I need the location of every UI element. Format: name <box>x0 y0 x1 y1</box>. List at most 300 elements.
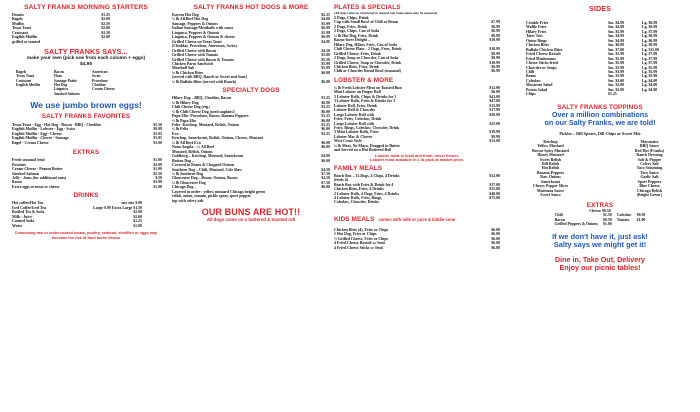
side-large-price: Lg. $6.99 <box>642 21 658 25</box>
side-small-price: Sm. $2.00 <box>608 87 625 92</box>
item-name: Hilary Dog – BBQ, Cheddar, Bacon <box>172 96 232 101</box>
item-name: Chili Cheese Dog (reg.) <box>172 105 211 110</box>
topping-item: Red Hot (Franks) <box>634 148 665 153</box>
extras-sides-title: EXTRAS <box>586 201 614 209</box>
side-name: Buffalo Chicken Bites <box>526 47 563 52</box>
item-name: Grilled Cheese on Texas Toast <box>172 39 222 44</box>
specialty-list <box>172 96 330 203</box>
topping-item: Mayonaise <box>640 139 659 144</box>
item-price: Large $.99 Extra Large $1.50 <box>93 205 142 210</box>
item-price: $3.99 <box>153 180 162 185</box>
item-name: Grilled Cheese with Tomato <box>172 53 219 58</box>
side-large-price <box>642 92 676 96</box>
item-name: relish, onion, tomato, pickle spear, sport pepper, <box>172 194 252 199</box>
item-name: 3 Mini Lobster Rolls, Fries <box>334 130 379 135</box>
item-name: ¼ lb Meat, No Mayo, Dragged in Butter <box>334 143 401 148</box>
item-name: 4 Lobster Rolls, Fries, Rings, <box>334 195 383 200</box>
item-price: $10.99 <box>489 60 500 65</box>
favorites-title: SALTY FRANKS FAVORITES <box>41 112 131 120</box>
topping-item: Sweet Relish <box>539 157 562 162</box>
says-option: Croissant <box>16 78 32 83</box>
item-price: $15.99 <box>489 103 500 108</box>
topping-item: Banana Peppers <box>536 170 565 175</box>
side-large-price: Lg. $7.99 <box>642 52 658 57</box>
item-name: ¼ lb Chicken Bites <box>172 70 204 75</box>
side-small-price: Sm. $5.99 <box>608 52 625 57</box>
side-name: Fried Cheese Ravioli <box>526 52 561 57</box>
item-price: $7.50 <box>321 171 330 176</box>
side-small-price: Sm. $4.99 <box>608 25 625 30</box>
topping-item: Raw Onions <box>540 175 561 180</box>
item-name: (feeds 4) <box>334 178 348 183</box>
item-name: 3 Lobster Rolls, Fries & Drinks for 3 <box>334 99 396 104</box>
item-name: top with celery salt. <box>172 198 205 203</box>
item-price: $6.99 <box>491 29 500 34</box>
side-small-price: Sm. $7.00 <box>608 47 625 52</box>
hotdog-list <box>172 13 330 84</box>
side-item <box>526 92 676 96</box>
side-large-price: Lg. $5.99 <box>642 74 658 79</box>
item-price: $5.50 <box>153 122 162 127</box>
side-small-price: Sm. $3.99 <box>608 74 625 79</box>
item-price: $1.00 <box>133 223 142 228</box>
item-price: $3.25 <box>321 114 330 119</box>
kids-subtitle: comes with milk or juice & kiddie cone <box>378 216 456 222</box>
side-small-price: Sm. $4.99 <box>608 34 625 39</box>
side-name: Chowder or Soups <box>526 65 557 70</box>
item-price: $3.95 <box>153 131 162 136</box>
item-price: $1.00 <box>153 158 162 163</box>
item-name: English Muffin - Lobster - Egg - Swiss <box>12 127 76 132</box>
says-option: Provolone <box>92 78 108 83</box>
item-name: Muffin <box>12 21 24 26</box>
item-name: Coleslaw, Chowder, Drinks <box>334 200 380 205</box>
item-price: $6.00 <box>321 100 330 105</box>
item-name: ¼ lb Southern Dog <box>172 171 204 176</box>
item-name: Fries, Fries, Coleslaw, Drink <box>334 117 382 122</box>
side-name: Waffle Fries <box>526 25 547 30</box>
buns-title: OUR BUNS ARE HOT!! <box>201 207 301 218</box>
item-name: Beach Box – 12 Dogs, 4 Chips, 4 Drinks <box>334 173 400 178</box>
item-price: $6.00 <box>491 90 500 95</box>
side-large-price: Lg. $6.99 <box>642 34 658 39</box>
family-title: FAMILY MEALS <box>334 164 383 172</box>
item-price: $3.25 <box>321 131 330 136</box>
extra-side-cell: $1.50 <box>602 213 612 218</box>
column-sides <box>504 4 696 410</box>
item-name: Sausage, Peppers & Onions <box>172 21 218 26</box>
toppings-grid <box>504 140 696 198</box>
item-price: $8.99 <box>491 56 500 61</box>
item-name: Nana Angela – ¼ All Beef <box>172 145 215 150</box>
lobster-title: LOBSTER & MORE <box>334 76 394 84</box>
says-option: Sausage Pattie <box>54 78 77 83</box>
side-large-price: Lg. $11.00 <box>642 47 659 52</box>
column-morning <box>4 4 168 410</box>
says-option: Bacon <box>54 70 64 75</box>
item-name: 2 Lobster Rolls, 4 Dogs, Fries, 4 Drinks <box>334 191 399 196</box>
item-name: Kayem Hot Dog <box>172 13 199 17</box>
item-price: $6.00 <box>491 245 500 250</box>
item-name: West Coast Style <box>334 139 362 144</box>
side-name: Potato Salad <box>526 87 548 92</box>
says-option <box>130 92 168 96</box>
item-name: Chicken Bites, Fries, Drink <box>334 64 380 69</box>
item-price: $2.50 <box>101 30 110 35</box>
topping-item: Blue Cheese <box>639 184 660 189</box>
item-price: $10.99 <box>489 47 500 52</box>
lobster-list <box>334 86 500 153</box>
item-price: $4.00 <box>321 39 330 44</box>
extra-side-cell: Grilled Peppers & Onions <box>554 222 598 227</box>
item-price: one size $.99 <box>121 201 142 206</box>
item-name: ¼ lb Hilary Dog <box>172 100 199 105</box>
item-name: Boston Dog – <box>172 158 195 163</box>
item-price: $8.99 <box>491 51 500 56</box>
item-price: $3.00 <box>153 140 162 145</box>
item-price: $6.00 <box>321 70 330 75</box>
toppings-line-1: Over a million combinations <box>551 109 649 119</box>
item-price: $4.00 <box>321 154 330 159</box>
item-price: $12.00 <box>489 85 500 90</box>
toppings-line-2: on our Salty Franks, we are told! <box>544 117 656 127</box>
toppings-title: SALTY FRANKS TOPPINGS <box>557 103 643 111</box>
side-name: Fried Mushrooms <box>526 56 556 61</box>
extra-side-cell: Chili <box>554 213 563 218</box>
item-price: $6.00 <box>321 140 330 145</box>
topping-item: Marinara Sauce <box>537 188 564 193</box>
item-price: $19.99 <box>489 130 500 135</box>
item-name: ¼ lb Hot Dog, Fries, Drink <box>334 33 379 38</box>
topping-item: Dill Relish <box>541 161 560 166</box>
item-price: $4.50 <box>321 167 330 172</box>
item-name: English Muffin - Cheese - Sausage <box>12 136 69 141</box>
item-name: Chili or Chowder Bread Bowl (seasonal) <box>334 69 401 74</box>
topping-item: Cherry Pepper Slices <box>532 184 569 189</box>
item-name: Felix- Ketchup, Mustard, Relish, Onions <box>172 122 240 127</box>
item-name: Goldberg – Ketchup, Mustard, Sauerkraut <box>172 154 244 159</box>
item-price: $6.00 <box>491 241 500 246</box>
side-large-price: Lg. $5.99 <box>642 69 658 74</box>
item-name: Croissant <box>12 30 28 35</box>
extra-item <box>12 185 162 189</box>
side-large-price: Lg. $9.99 <box>642 43 658 48</box>
sides-list <box>526 21 676 97</box>
item-name: Eva – <box>172 131 182 136</box>
item-price: $2.50 <box>153 171 162 176</box>
says-price: $4.95 <box>79 61 92 67</box>
item-price: $2.50 <box>101 21 110 26</box>
toppings-pickles: Pickles – Dill Spears, Dill Chips or Sweet Mix <box>559 130 641 136</box>
says-option: American <box>92 70 108 75</box>
item-name: Linguica, Peppers & Onions & cheese <box>172 35 235 40</box>
item-name: Layered in order : yellow mustard Chicago bright green <box>172 189 266 194</box>
item-name: Texas Toast - Egg - Hot Dog - Bacon - BBQ - Cheddar <box>12 122 102 127</box>
topping-item: Salt & Pepper <box>637 157 662 162</box>
side-small-price: Sm. $4.99 <box>608 21 625 25</box>
item-name: 4 Fried Cheese Ravioli w/ fruit <box>334 241 385 246</box>
says-option <box>16 92 54 96</box>
kids-title: KIDS MEALS <box>334 215 375 223</box>
item-name: Large Lobster Roll with <box>334 112 375 117</box>
item-name: and Served on a Hot Buttered Roll <box>334 148 392 153</box>
topping-item: (Bright Green ) <box>636 193 663 198</box>
says-option: Smoked Salmon <box>54 91 80 96</box>
item-price: $6.00 <box>491 232 500 237</box>
food-warning: Consuming raw or undercooked meats, poultry, seafood, shellfish or eggs may increase the risk of food borne illness <box>14 231 158 240</box>
side-large-price: Lg. $6.99 <box>642 25 658 30</box>
item-price: $4.50 <box>321 176 330 181</box>
item-price: $7.99 <box>491 20 500 25</box>
column-plates <box>334 4 500 410</box>
item-name: Chicago Dog – <box>172 185 197 190</box>
item-name: Jelly - Jams (for additional ones) <box>12 176 67 181</box>
says-option: English Muffin <box>16 83 40 88</box>
item-name: ¼ lb Chili Cheese Dog (need napkins!) <box>172 109 236 114</box>
item-name: Linguica, Peppers & Onions <box>172 30 220 35</box>
item-name: English Muffin <box>12 35 38 40</box>
item-name: Iced Coffee/Iced Tea <box>12 205 46 210</box>
toppings-right-list <box>603 140 696 198</box>
item-price: $6.00 <box>321 79 330 84</box>
item-price: $6.00 <box>321 118 330 123</box>
item-name: ¼ lb Fresh Lobster Meat on Toasted Bun <box>334 85 402 90</box>
side-large-price: Lg. $4.00 <box>642 83 658 88</box>
item-name: Southern Dog – Chili, Mustard, Cole Slaw <box>172 167 243 172</box>
says-instructions: make your own (pick one from each column + eggs) <box>26 56 146 62</box>
item-price: $8.99 <box>491 33 500 38</box>
side-large-price: Lg. $7.99 <box>642 29 658 34</box>
item-price: $35.00 <box>489 187 500 192</box>
side-name: Cheese Sticks-fried <box>526 61 558 66</box>
column-hot-dogs <box>172 4 330 410</box>
topping-item: Celery Salt <box>640 161 659 166</box>
favorite-item <box>12 141 162 145</box>
extra-side-cell: $0.50 <box>602 217 612 222</box>
item-name: grilled or toasted <box>12 39 41 44</box>
item-price: $2.25 <box>321 13 330 17</box>
specialty-item <box>172 199 330 203</box>
item-name: 2 Dogs, Chips, Can of Soda <box>334 29 380 34</box>
says-option: Bagels <box>16 70 27 75</box>
topping-item: Hot Relish <box>541 166 560 171</box>
item-name: Bacon-lover Delight – <box>334 38 371 43</box>
family-item <box>334 200 500 204</box>
side-name: Chili <box>526 69 535 74</box>
says-option <box>92 92 130 96</box>
item-name: Gloucester Dog – Beans, Onions, Bacon <box>172 176 238 181</box>
item-price: $3.95 <box>153 136 162 141</box>
side-name: Chips <box>526 92 536 97</box>
item-name: Covered in Beans & Chopped Onions <box>172 163 235 168</box>
item-name: Cream Cheese - Peanut Butter <box>12 167 63 172</box>
item-price: $1.00 <box>153 184 162 189</box>
item-name: Bagels <box>12 17 23 22</box>
says-option: Cheddar <box>92 83 106 88</box>
item-price: $6.99 <box>321 26 330 31</box>
side-small-price: Sm. $5.99 <box>608 61 625 66</box>
item-price: $4.50 <box>321 48 330 53</box>
item-price: $32.00 <box>489 173 500 178</box>
side-large-price: Lg. $4.00 <box>642 87 658 92</box>
sides-title: SIDES <box>588 4 612 13</box>
item-price: $40.00 <box>489 191 500 196</box>
topping-item: Taco Seasoning <box>636 166 663 171</box>
item-price: $2.00 <box>101 17 110 22</box>
drinks-list <box>12 201 142 228</box>
morning-title: SALTY FRANKS MORNING STARTERS <box>24 4 148 11</box>
item-price: $1.25 <box>133 219 142 224</box>
extras-title: EXTRAS <box>72 149 100 157</box>
extra-side-cell: Bacon <box>554 217 565 222</box>
item-name: Mini Lobster on Finger Roll <box>334 90 381 95</box>
item-name: Grilled Cheese, Soup or Chowder, Drink <box>334 60 402 65</box>
item-name: 1 Hot Dog, Fries or Chips <box>334 232 377 237</box>
item-name: Lobster Roll, Fries, Drink <box>334 103 378 108</box>
item-price: $6.00 <box>491 236 500 241</box>
kids-item <box>334 246 500 250</box>
item-price: $9.99 <box>153 127 162 132</box>
topping-item: BBQ Sauce <box>640 144 659 149</box>
side-name: Hilary Fries <box>526 29 547 34</box>
topping-item: Brown Spicy Mustard <box>532 148 569 153</box>
item-name: Smoked Salmon <box>12 171 39 176</box>
item-name: Canned Soda <box>12 219 35 224</box>
extra-side-cell <box>617 222 632 227</box>
item-name: (Cheddar, Provolone, American, Swiss) <box>172 44 237 49</box>
topping-item: Garlic Salt <box>640 175 659 180</box>
picnic-note: Enjoy our picnic tables! <box>559 263 641 273</box>
item-price: $2.00 <box>101 26 110 31</box>
says-option: Swiss <box>92 74 101 79</box>
item-price: $5.00 <box>321 53 330 58</box>
item-price: $5.99 <box>321 66 330 71</box>
item-name: Meatball Sub <box>172 66 195 71</box>
side-large-price: Lg. $4.00 <box>642 78 658 83</box>
topping-item: Honey Mustard <box>537 153 564 158</box>
item-price: $47.00 <box>489 99 500 104</box>
item-price: $2.00 <box>101 35 110 40</box>
side-name: Crinkle Fries <box>526 21 549 25</box>
item-price: $75.00 <box>489 195 500 200</box>
item-price: $10.99 <box>489 38 500 43</box>
item-price: $6.00 <box>321 158 330 163</box>
item-name: Chili Cheese Plate – 2 Dogs, Fries, Drink <box>334 47 402 52</box>
item-name: Texas Toast <box>12 26 32 31</box>
item-price: $6.00 <box>491 227 500 232</box>
side-small-price: Sm. $6.00 <box>608 43 625 48</box>
says-option: Hot Dog <box>54 83 68 88</box>
side-name: Macaroni Salad <box>526 83 553 88</box>
item-price: $2.00 <box>133 210 142 215</box>
drinks-title: DRINKS <box>73 192 99 200</box>
hotdogs-title: SALTY FRANKS HOT DOGS & MORE <box>193 4 309 11</box>
topping-item: Sauerkraut <box>540 179 561 184</box>
lobster-note-fresh: Lobster meat is local and fresh, never frozen. <box>375 152 459 158</box>
topping-item: Chicago Relish <box>637 188 662 193</box>
item-name: Bottled Tea & Soda <box>12 210 45 215</box>
side-name: Chicken Bites <box>526 43 550 48</box>
extras-list <box>12 158 162 189</box>
plate-item <box>334 69 500 73</box>
item-price: $5.99 <box>321 61 330 66</box>
says-option: Linguica <box>54 87 68 92</box>
side-small-price: Sm. $3.99 <box>608 65 625 70</box>
item-price: $6.99 <box>491 69 500 74</box>
item-name: Milk - Juice <box>12 214 32 219</box>
item-name: Lobster Roll & Chowder <box>334 108 376 113</box>
item-name: Grilled Cheese with Bacon <box>172 48 217 53</box>
extras-cheese: Cheese $0.50 <box>589 208 611 213</box>
extra-side-cell: $1.00 <box>636 217 646 222</box>
hotdog-item <box>172 80 330 84</box>
extras-sides-grid <box>504 213 696 227</box>
topping-item: Sweet Sauce <box>540 193 561 198</box>
side-large-price: Lg. $5.99 <box>642 65 658 70</box>
item-name: 4 Fried Cheese Sticks w/ fruit <box>334 245 383 250</box>
item-price: $37.00 <box>489 182 500 187</box>
extra-side-cell: Tomato <box>616 217 630 222</box>
item-name: Grilled Cheese, Fries, Drink <box>334 51 381 56</box>
item-price: $2.00 <box>153 162 162 167</box>
kids-header <box>334 208 500 226</box>
item-name: Chicken Bites, Fries, 4 Drinks <box>334 187 384 192</box>
item-price: $6.00 <box>321 145 330 150</box>
drink-item <box>12 224 142 228</box>
says-option: Cream Cheese <box>92 87 115 92</box>
item-name: ½ Grilled Cheese, Fries or Chips <box>334 236 389 241</box>
says-option: Ham <box>54 74 62 79</box>
favorites-list <box>12 123 162 145</box>
plates-list <box>334 16 500 74</box>
side-small-price: $1.25 <box>608 92 617 97</box>
plates-note: (All dogs come on a buttered & toasted roll. Some items may be seasonal) <box>334 11 437 15</box>
extra-side-cell: $0.50 <box>636 213 646 218</box>
item-name: Papa Elio- Provolone, Bacon, Banana Peppers <box>172 114 249 119</box>
side-large-price: Lg. $7.99 <box>642 56 658 61</box>
item-price: $4.00 <box>321 17 330 22</box>
side-small-price: Sm. $2.00 <box>608 78 625 83</box>
side-small-price: Sm. $3.99 <box>608 69 625 74</box>
side-name: Onion Rings <box>526 38 547 43</box>
item-name: Ketchup, Sauerkraut, Relish, Onions, Cheese, Mustard <box>172 136 264 141</box>
side-small-price: Sm. $4.99 <box>608 38 625 43</box>
salty-says-note: Salty says we might get it! <box>553 240 647 250</box>
item-price: $.50 <box>155 176 162 181</box>
topping-item: Taco Sauce <box>640 170 659 175</box>
item-name: ¼ lb Papa Elio <box>172 118 197 123</box>
says-title: SALTY FRANKS SAYS... <box>44 47 128 57</box>
item-price: $25.00 <box>489 121 500 126</box>
item-name: Bagel - Cream Cheese <box>12 140 49 145</box>
item-price: $5.99 <box>321 21 330 26</box>
item-price: $41.00 <box>489 94 500 99</box>
side-large-price: Lg. $7.99 <box>642 61 658 66</box>
item-name: (served with BBQ, Ranch or Sweet and Sour) <box>172 75 248 80</box>
extra-side-cell <box>637 222 646 227</box>
side-name: Beans <box>526 74 536 79</box>
side-large-price: Lg. $6.99 <box>642 38 658 43</box>
item-name: Potatoes <box>12 162 27 167</box>
item-name: Lobster Mac & Cheese <box>334 134 373 139</box>
item-name: Extra eggs or meat or cheese <box>12 184 60 189</box>
item-price: $3.25 <box>321 122 330 127</box>
item-name: ¼ lb Gloucester Dog <box>172 180 206 185</box>
item-price: $6.99 <box>321 35 330 40</box>
item-price: $20.99 <box>489 112 500 117</box>
item-name: Mustard, Relish, Onions <box>172 149 213 154</box>
item-price: $3.25 <box>321 96 330 101</box>
